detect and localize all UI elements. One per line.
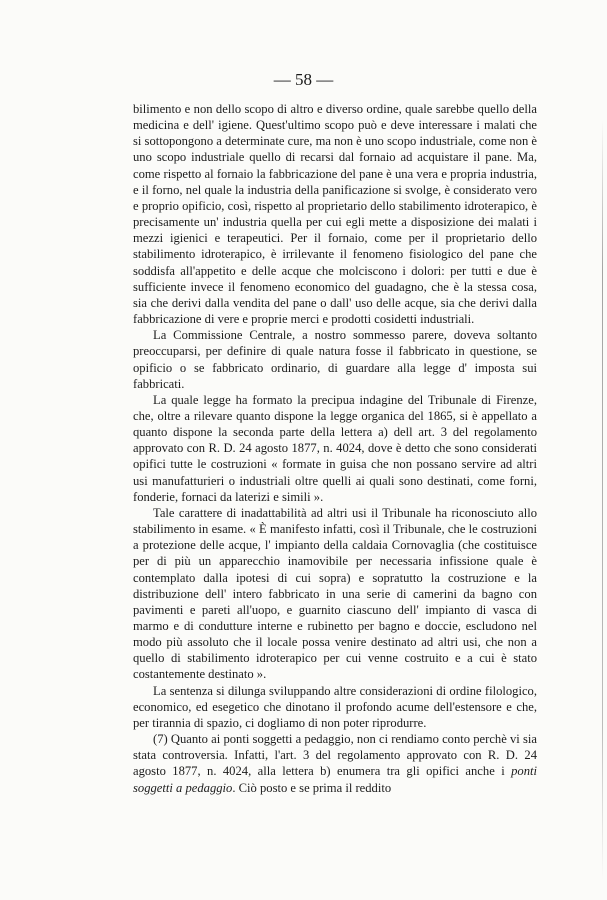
- footnote-italic-term: ponti soggetti a pedaggio: [133, 764, 537, 795]
- footnote-text-after: . Ciò posto e se prima il reddito: [232, 780, 392, 795]
- paragraph-5: La sentenza si dilunga sviluppando altre considerazioni di ordine filologico, economico, ed esegetico che dinotano il profondo acume dell'estensore e che, per tirannia di spazio, ci dogliamo di non poter riprodurre.: [133, 683, 537, 730]
- paragraph-2: La Commissione Centrale, a nostro sommesso parere, doveva soltanto preoccuparsi, per definire di quale natura fosse il fabbricato in questione, se opificio o se fabbricato ordinario, di guardare alla legge d' imposta sui fabbricati.: [133, 328, 537, 391]
- body-text: [133, 101, 537, 796]
- page-number: — 58 —: [273, 70, 334, 89]
- footnote-text-before: (7) Quanto ai ponti soggetti a pedaggio, non ci rendiamo conto perchè vi sia stata controversia. Infatti, l'art. 3 del regolamento approvato con R. D. 24 agosto 1877, n. 4024, alla lettera b) enumera tra gli opifici anche i: [133, 732, 537, 779]
- paragraph-1: bilimento e non dello scopo di altro e diverso ordine, quale sarebbe quello della medicina e dell' igiene. Quest'ultimo scopo può e deve interessare i malati che si sottopongono a determinate cure, ma non è uno scopo industriale, come non è uno scopo industriale quello di recarsi dal fornaio ad acquistare il pane. Ma, come rispetto al fornaio la fabbricazione del pane è una vera e propria industria, e il forno, nel quale la industria della panificazione si svolge, è considerato vero e proprio opificio, così, rispetto al proprietario dello stabilimento idroterapico, è precisamente un' industria quella per cui egli mette a disposizione dei malati i mezzi igienici e terapeutici. Per il fornaio, come per il proprietario dello stabilimento idroterapico, è irrilevante il fenomeno fisiologico del pane che soddisfa all'appetito e delle acque che molciscono i dolori: per tutti e due è sufficiente invece il fenomeno economico del guadagno, che è la stessa cosa, sia che derivi dalla vendita del pane o dall' uso delle acque, sia che derivi dalla fabbricazione di vere e proprie merci e prodotti cosidetti industriali.: [133, 102, 537, 327]
- paragraph-3: La quale legge ha formato la precipua indagine del Tribunale di Firenze, che, oltre a rilevare quanto dispone la legge organica del 1865, si è appellato a quanto dispone la seconda parte della lettera a) dell art. 3 del regolamento approvato con R. D. 24 agosto 1877, n. 4024, dove è detto che sono considerati opifici tutte le costruzioni « formate in guisa che non possano servire ad altri usi manufatturieri o industriali oltre quelli ai quali sono destinati, come forni, fonderie, fornaci da laterizi e simili ».: [133, 392, 537, 504]
- page-edge-shadow: [602, 120, 603, 880]
- paragraph-6-footnote: [133, 731, 537, 796]
- paragraph-4: Tale carattere di inadattabilità ad altri usi il Tribunale ha riconosciuto allo stabilimento in esame. « È manifesto infatti, così il Tribunale, che le costruzioni a protezione delle acque, l' impianto della caldaia Cornovaglia (che costituisce per di più un apparecchio inamovibile per necessaria infissione quale è contemplato dalla ipotesi di cui sopra) e sopratutto la costruzione e la distribuzione dell' intero fabbricato in una serie di camerini da bagno con pavimenti e pareti all'uopo, e guarnito ciascuno dell' impianto di vasca di marmo e di condutture interne e rubinetto per bagno e doccie, escludono nel modo più assoluto che il locale possa venire destinato ad altri usi, che non a quello di stabilimento idroterapico per cui venne costruito e a cui è stato costantemente destinato ».: [133, 505, 537, 682]
